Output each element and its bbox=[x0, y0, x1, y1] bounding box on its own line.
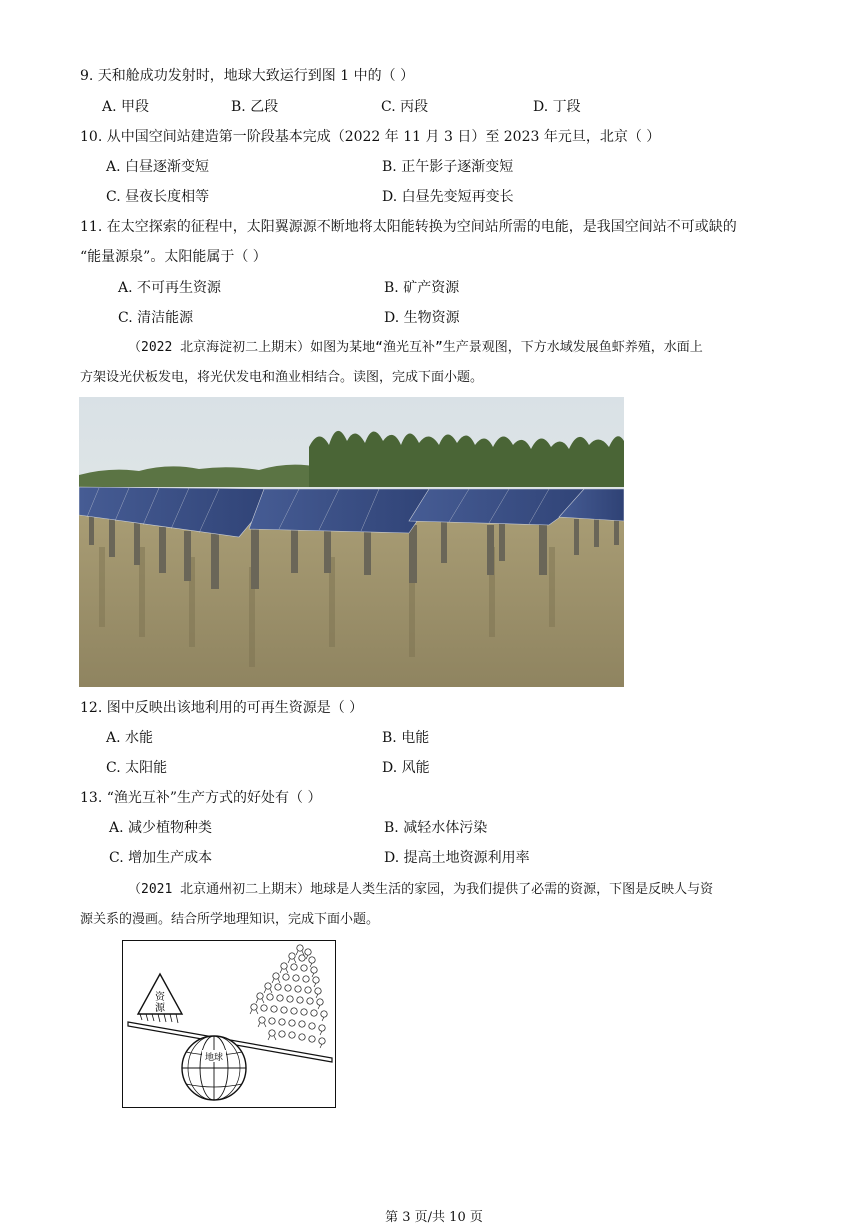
q13-option-d: D. 提高土地资源利用率 bbox=[384, 850, 530, 866]
q9-option-d: D. 丁段 bbox=[533, 99, 581, 115]
resource-population-cartoon bbox=[122, 940, 336, 1108]
q10-option-b: B. 正午影子逐渐变短 bbox=[382, 159, 514, 175]
q13-option-b: B. 减轻水体污染 bbox=[384, 820, 488, 836]
question-12-stem: 12. 图中反映出该地利用的可再生资源是（ ） bbox=[80, 700, 364, 716]
question-13-stem: 13. “渔光互补”生产方式的好处有（ ） bbox=[80, 790, 322, 806]
q12-option-d: D. 风能 bbox=[382, 760, 430, 776]
question-10-stem: 10. 从中国空间站建造第一阶段基本完成（2022 年 11 月 3 日）至 2023 年元旦，北京（ ） bbox=[80, 129, 661, 145]
q9-option-a: A. 甲段 bbox=[102, 99, 150, 115]
resource-label-char2: 源 bbox=[155, 1003, 165, 1014]
page-footer: 第 3 页/共 10 页 bbox=[385, 1210, 483, 1225]
question-11-stem-line2: “能量源泉”。太阳能属于（ ） bbox=[80, 249, 267, 265]
q9-option-b: B. 乙段 bbox=[231, 99, 279, 115]
q9-option-c: C. 丙段 bbox=[381, 99, 429, 115]
q11-option-c: C. 清洁能源 bbox=[118, 310, 194, 326]
q13-option-c: C. 增加生产成本 bbox=[109, 850, 213, 866]
q11-option-b: B. 矿产资源 bbox=[384, 280, 460, 296]
question-11-stem-line1: 11. 在太空探索的征程中，太阳翼源源不断地将太阳能转换为空间站所需的电能，是我国空间站不可或缺的 bbox=[80, 219, 737, 235]
q10-option-c: C. 昼夜长度相等 bbox=[106, 189, 210, 205]
q12-option-b: B. 电能 bbox=[382, 730, 430, 746]
q10-option-d: D. 白昼先变短再变长 bbox=[382, 189, 514, 205]
q11-option-a: A. 不可再生资源 bbox=[118, 280, 222, 296]
q10-option-a: A. 白昼逐渐变短 bbox=[106, 159, 210, 175]
section-intro-1-line2: 方架设光伏板发电，将光伏发电和渔业相结合。读图，完成下面小题。 bbox=[80, 370, 484, 385]
q12-option-a: A. 水能 bbox=[106, 730, 154, 746]
question-9-stem: 9. 天和舱成功发射时，地球大致运行到图 1 中的（ ） bbox=[80, 68, 415, 84]
section-intro-2-line1: （2021 北京通州初二上期末）地球是人类生活的家园，为我们提供了必需的资源，下图是反映人与资 bbox=[128, 882, 714, 897]
q13-option-a: A. 减少植物种类 bbox=[109, 820, 213, 836]
resource-label-char1: 资 bbox=[155, 992, 165, 1003]
earth-label: 地球 bbox=[204, 1053, 224, 1063]
q12-option-c: C. 太阳能 bbox=[106, 760, 168, 776]
section-intro-1-line1: （2022 北京海淀初二上期末）如图为某地“渔光互补”生产景观图，下方水域发展鱼虾养殖，水面上 bbox=[128, 340, 703, 355]
q11-option-d: D. 生物资源 bbox=[384, 310, 460, 326]
fishery-solar-photo bbox=[79, 397, 624, 687]
section-intro-2-line2: 源关系的漫画。结合所学地理知识，完成下面小题。 bbox=[80, 912, 380, 927]
